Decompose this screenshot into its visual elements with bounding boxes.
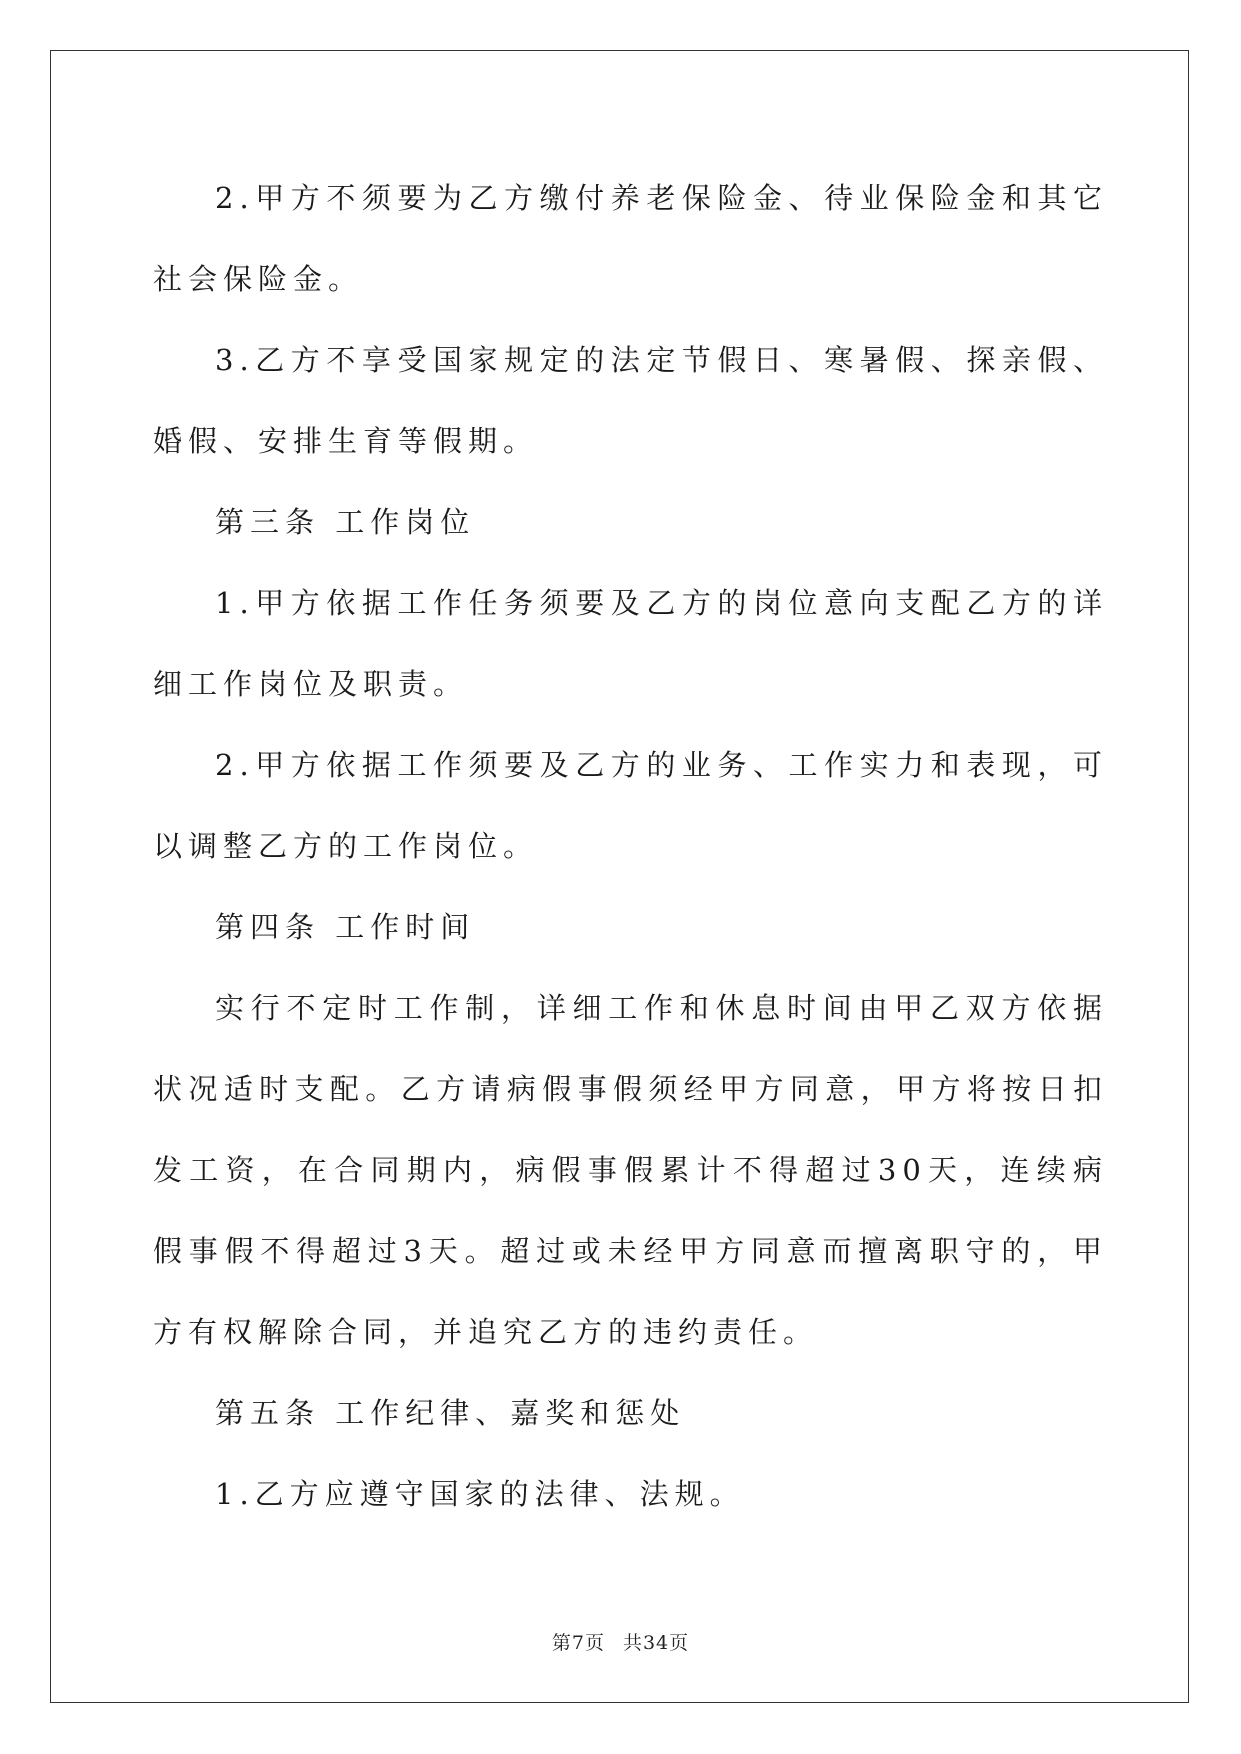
page-total: 共34页 xyxy=(622,1632,690,1654)
paragraph-post-assignment: 1.甲方依据工作任务须要及乙方的岗位意向支配乙方的详细工作岗位及职责。 xyxy=(153,586,1108,701)
paragraph-holiday-clause: 3.乙方不享受国家规定的法定节假日、寒暑假、探亲假、婚假、安排生育等假期。 xyxy=(153,343,1108,458)
page-footer xyxy=(0,1628,1241,1655)
page-number: 第7页 xyxy=(551,1632,605,1654)
paragraph-post-adjustment: 2.甲方依据工作须要及乙方的业务、工作实力和表现，可以调整乙方的工作岗位。 xyxy=(153,748,1108,863)
document-body xyxy=(153,158,1108,1535)
section-heading-article-4: 第四条 工作时间 xyxy=(215,910,476,944)
section-heading-article-5: 第五条 工作纪律、嘉奖和惩处 xyxy=(215,1396,686,1430)
paragraph-working-hours: 实行不定时工作制，详细工作和休息时间由甲乙双方依据状况适时支配。乙方请病假事假须经甲方同意，甲方将按日扣发工资，在合同期内，病假事假累计不得超过30天，连续病假事假不得超过3天。超过或未经甲方同意而擅离职守的，甲方有权解除合同，并追究乙方的违约责任。 xyxy=(153,991,1108,1349)
paragraph-pension-clause: 2.甲方不须要为乙方缴付养老保险金、待业保险金和其它社会保险金。 xyxy=(153,181,1108,296)
section-heading-article-3: 第三条 工作岗位 xyxy=(215,505,476,539)
paragraph-laws-compliance: 1.乙方应遵守国家的法律、法规。 xyxy=(215,1477,745,1511)
